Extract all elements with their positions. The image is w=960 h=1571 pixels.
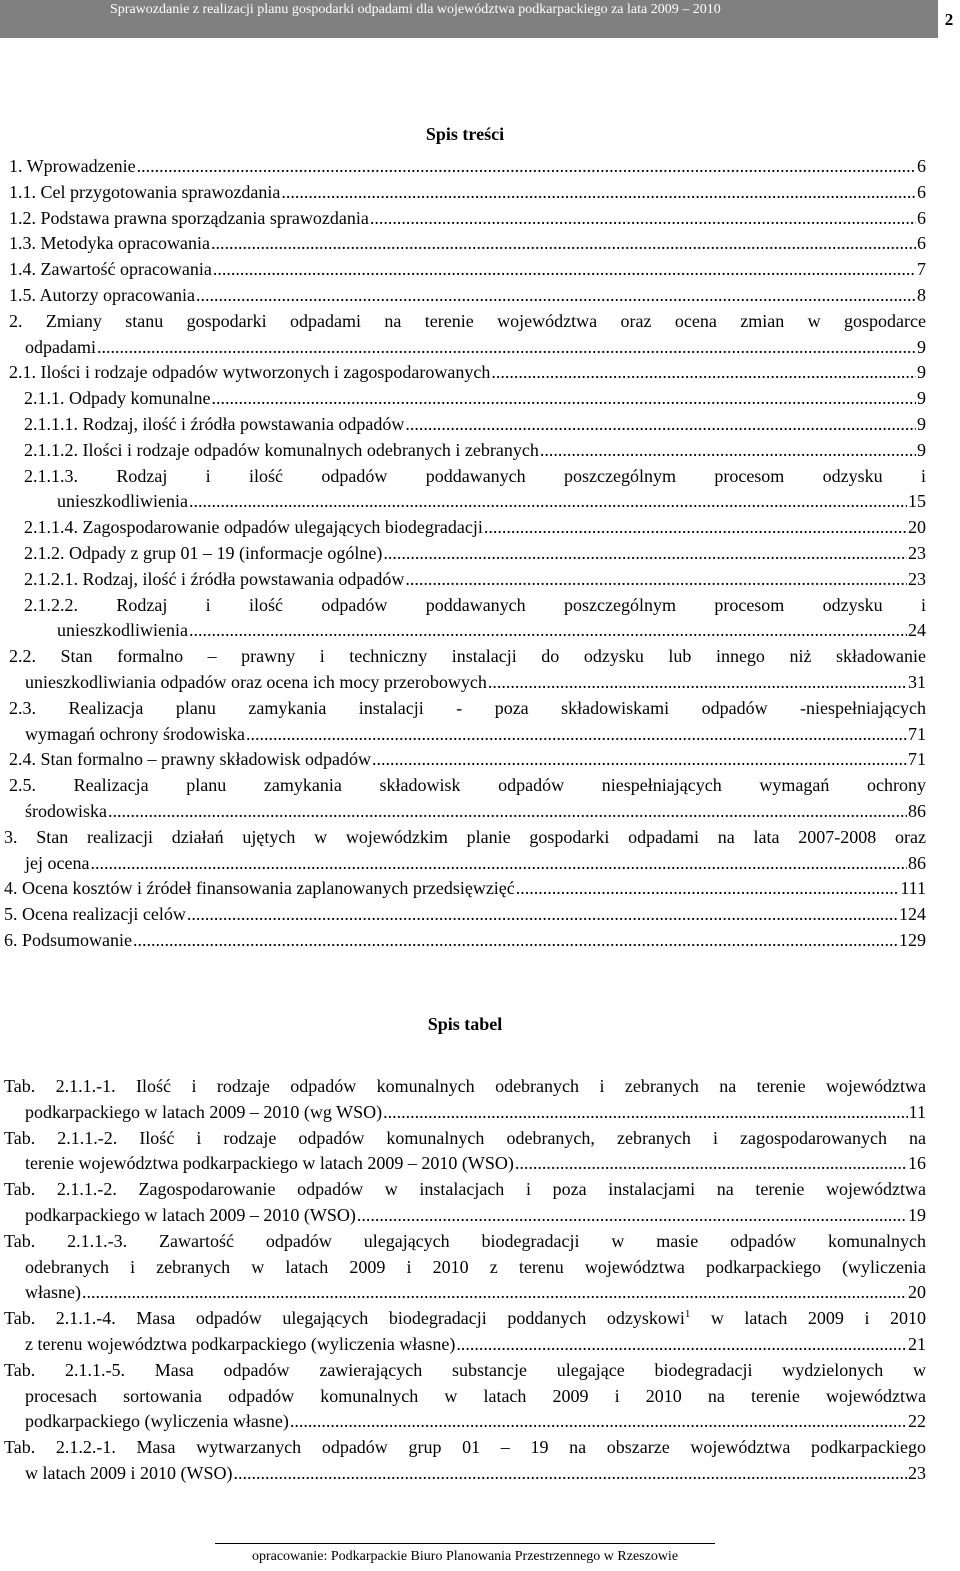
page-ref: 86 [908,852,926,873]
page-ref: 86 [908,800,926,821]
toc-heading: Spis treści [425,124,505,144]
entry-text: unieszkodliwienia [57,491,188,512]
dot-leader [213,257,916,283]
entry-text-tail: w latach 2009 i 2010 [690,1308,926,1329]
dot-leader [281,180,916,206]
entry-text: 2.1.2. Odpady z grup 01 – 19 (informacje ogólne) [24,542,383,563]
header-bar [0,0,938,38]
page-ref: 20 [908,1282,926,1303]
entry-text: 2.1.1.4. Zagospodarowanie odpadów ulegających biodegradacji [24,517,483,538]
page-ref: 124 [899,904,926,925]
entry-text-line: 2. Zmiany stanu gospodarki odpadami na terenie województwa oraz ocena zmian w gospodarce [9,310,926,331]
entry-text: unieszkodliwiania odpadów oraz ocena ich mocy przerobowych [25,671,487,692]
toc-item[interactable] [0,541,926,567]
entry-text-line: Tab. 2.1.1.-5. Masa odpadów zawierających substancje ulegające biodegradacji wydzielonych w [4,1359,926,1380]
entry-text: jej ocena [25,852,90,873]
dot-leader [372,747,907,773]
dot-leader [383,541,907,567]
toc-item[interactable] [0,567,926,593]
toc-item[interactable] [0,283,926,309]
table-list-item[interactable] [0,1358,926,1435]
dot-leader [97,335,916,361]
entry-text: podkarpackiego w latach 2009 – 2010 (WSO) [25,1204,356,1225]
entry-text: unieszkodliwienia [57,620,188,641]
page-ref: 20 [908,517,926,538]
dot-leader [211,386,916,412]
page-ref: 23 [908,1462,926,1483]
entry-text-line: 2.2. Stan formalno – prawny i techniczny instalacji do odzysku lub innego niż składowanie [9,646,926,667]
dot-leader [196,283,916,309]
page-ref: 9 [917,362,926,383]
page-ref: 23 [908,542,926,563]
toc-item[interactable] [0,386,926,412]
list-of-tables [0,1074,960,1487]
toc-item[interactable] [0,593,926,645]
dot-leader [211,231,916,257]
table-list-item[interactable] [0,1229,926,1306]
dot-leader [540,438,916,464]
entry-text-line: Tab. 2.1.1.-2. Zagospodarowanie odpadów w instalacjach i poza instalacjami na terenie województwa [4,1179,926,1200]
entry-text: 2.4. Stan formalno – prawny składowisk odpadów [9,749,371,770]
toc-item[interactable] [0,515,926,541]
entry-text-line: Tab. 2.1.1.-1. Ilość i rodzaje odpadów komunalnych odebranych i zebranych na terenie województwa [4,1076,926,1096]
page-ref: 21 [908,1333,926,1354]
toc-item[interactable] [0,257,926,283]
dot-leader [488,670,907,696]
entry-text: własne) [25,1282,81,1303]
page-ref: 24 [908,620,926,641]
dot-leader [484,515,907,541]
entry-text: w latach 2009 i 2010 (WSO) [25,1462,233,1483]
entry-text: 2.1.2.1. Rodzaj, ilość i źródła powstawania odpadów [24,568,405,589]
entry-text: wymagań ochrony środowiska [25,723,245,744]
toc-item[interactable] [0,206,926,232]
entry-text-line: 2.5. Realizacja planu zamykania składowisk odpadów niespełniających wymagań ochrony [9,775,926,796]
entry-text-line: 3. Stan realizacji działań ujętych w wojewódzkim planie gospodarki odpadami na lata 2007-2008 oraz [4,826,926,847]
dot-leader [357,1203,907,1229]
entry-text-line: procesach sortowania odpadów komunalnych w latach 2009 i 2010 na terenie województwa [25,1385,926,1406]
entry-text: z terenu województwa podkarpackiego (wyliczenia własne) [25,1333,456,1354]
page-ref: 15 [908,491,926,512]
entry-text: 2.1.1.1. Rodzaj, ilość i źródła powstawania odpadów [24,413,405,434]
toc-item[interactable] [0,412,926,438]
table-list-item[interactable] [0,1126,926,1178]
entry-text-line: Tab. 2.1.1.-2. Ilość i rodzaje odpadów komunalnych odebranych, zebranych i zagospodarowanych na [4,1127,926,1148]
page-ref: 6 [917,156,926,176]
page-ref: 8 [917,284,926,305]
entry-text: 6. Podsumowanie [4,929,132,950]
dot-leader [133,928,898,954]
entry-text: podkarpackiego w latach 2009 – 2010 (wg WSO) [25,1101,383,1122]
dot-leader [491,360,916,386]
table-list-item[interactable] [0,1074,926,1126]
entry-text: 1.2. Podstawa prawna sporządzania sprawozdania [9,207,369,228]
tables-heading: Spis tabel [427,1014,503,1034]
toc-item[interactable] [0,464,926,516]
entry-text: 1.5. Autorzy opracowania [9,284,195,305]
entry-text-line: Tab. 2.1.2.-1. Masa wytwarzanych odpadów grup 01 – 19 na obszarze województwa podkarpackiego [4,1437,926,1458]
page-ref: 71 [908,723,926,744]
toc-item[interactable] [0,902,926,928]
page-ref: 19 [908,1204,926,1225]
page-ref: 9 [917,388,926,409]
toc-item[interactable] [0,747,926,773]
toc-item[interactable] [0,438,926,464]
dot-leader [370,206,916,232]
toc-item[interactable] [0,644,926,696]
toc-item[interactable] [0,825,926,877]
entry-text-line: odebranych i zebranych w latach 2009 i 2010 z terenu województwa podkarpackiego (wyliczenia [25,1256,926,1277]
toc-item[interactable] [0,309,926,361]
dot-leader [515,1151,907,1177]
entry-text: terenie województwa podkarpackiego w latach 2009 – 2010 (WSO) [25,1153,514,1174]
dot-leader [233,1461,907,1487]
entry-text-line [4,1306,926,1332]
entry-text-line: Tab. 2.1.1.-3. Zawartość odpadów ulegających biodegradacji w masie odpadów komunalnych [4,1230,926,1251]
dot-leader [405,567,907,593]
toc-item[interactable] [0,360,926,386]
dot-leader [405,412,916,438]
entry-text: 2.1.1. Odpady komunalne [24,388,211,409]
dot-leader [383,1100,908,1126]
table-of-contents [0,154,960,954]
toc-item[interactable] [0,773,926,825]
entry-text: 1.3. Metodyka opracowania [9,233,210,254]
dot-leader [189,489,907,515]
dot-leader [137,154,916,180]
dot-leader [82,1280,907,1306]
entry-text: 4. Ocena kosztów i źródeł finansowania zaplanowanych przedsięwzięć [4,878,515,899]
page-ref: 6 [917,233,926,254]
entry-text: 5. Ocena realizacji celów [4,904,186,925]
entry-text: Tab. 2.1.1.-4. Masa odpadów ulegających biodegradacji poddanych odzyskowi [4,1308,685,1329]
entry-text: 1. Wprowadzenie [9,156,136,176]
page-ref: 6 [917,207,926,228]
dot-leader [516,876,900,902]
page-ref: 22 [908,1411,926,1432]
dot-leader [290,1409,907,1435]
page-ref: 9 [917,439,926,460]
entry-text: środowiska [25,800,107,821]
page-ref: 31 [908,671,926,692]
toc-item[interactable] [0,154,926,180]
entry-text: 1.1. Cel przygotowania sprawozdania [9,181,281,202]
page-ref: 11 [908,1101,926,1122]
entry-text-line: 2.1.2.2. Rodzaj i ilość odpadów poddawanych poszczególnym procesom odzysku i [24,594,926,615]
page-number: 2 [944,10,954,29]
dot-leader [456,1332,907,1358]
page-ref: 9 [917,413,926,434]
header-title: Sprawozdanie z realizacji planu gospodarki odpadami dla województwa podkarpackiego za lata 2009 – 2010 [110,2,721,17]
entry-text-line: 2.3. Realizacja planu zamykania instalacji - poza składowiskami odpadów -niespełniających [9,697,926,718]
page-ref: 129 [899,929,926,950]
toc-item[interactable] [0,180,926,206]
entry-text: 1.4. Zawartość opracowania [9,259,212,280]
page-ref: 6 [917,181,926,202]
toc-item[interactable] [0,876,926,902]
dot-leader [187,902,898,928]
entry-text: podkarpackiego (wyliczenia własne) [25,1411,289,1432]
entry-text: odpadami [25,336,96,357]
page-ref: 111 [900,878,926,899]
entry-text: 2.1. Ilości i rodzaje odpadów wytworzonych i zagospodarowanych [9,362,491,383]
page-ref: 71 [908,749,926,770]
dot-leader [246,722,907,748]
footer-text: opracowanie: Podkarpackie Biuro Planowania Przestrzennego w Rzeszowie [251,1549,679,1564]
page-ref: 9 [917,336,926,357]
page-ref: 16 [908,1153,926,1174]
table-list-item[interactable] [0,1177,926,1229]
footnote-marker: 1 [684,1308,691,1321]
toc-item[interactable] [0,696,926,748]
dot-leader [108,799,907,825]
entry-text: 2.1.1.2. Ilości i rodzaje odpadów komunalnych odebranych i zebranych [24,439,539,460]
page-ref: 23 [908,568,926,589]
toc-item[interactable] [0,231,926,257]
toc-item[interactable] [0,928,926,954]
entry-text-line: 2.1.1.3. Rodzaj i ilość odpadów poddawanych poszczególnym procesom odzysku i [24,465,926,486]
dot-leader [189,618,907,644]
table-list-item[interactable] [0,1435,926,1487]
dot-leader [90,851,907,877]
table-list-item[interactable] [0,1306,926,1358]
footer-divider [215,1543,715,1544]
page-ref: 7 [917,259,926,280]
